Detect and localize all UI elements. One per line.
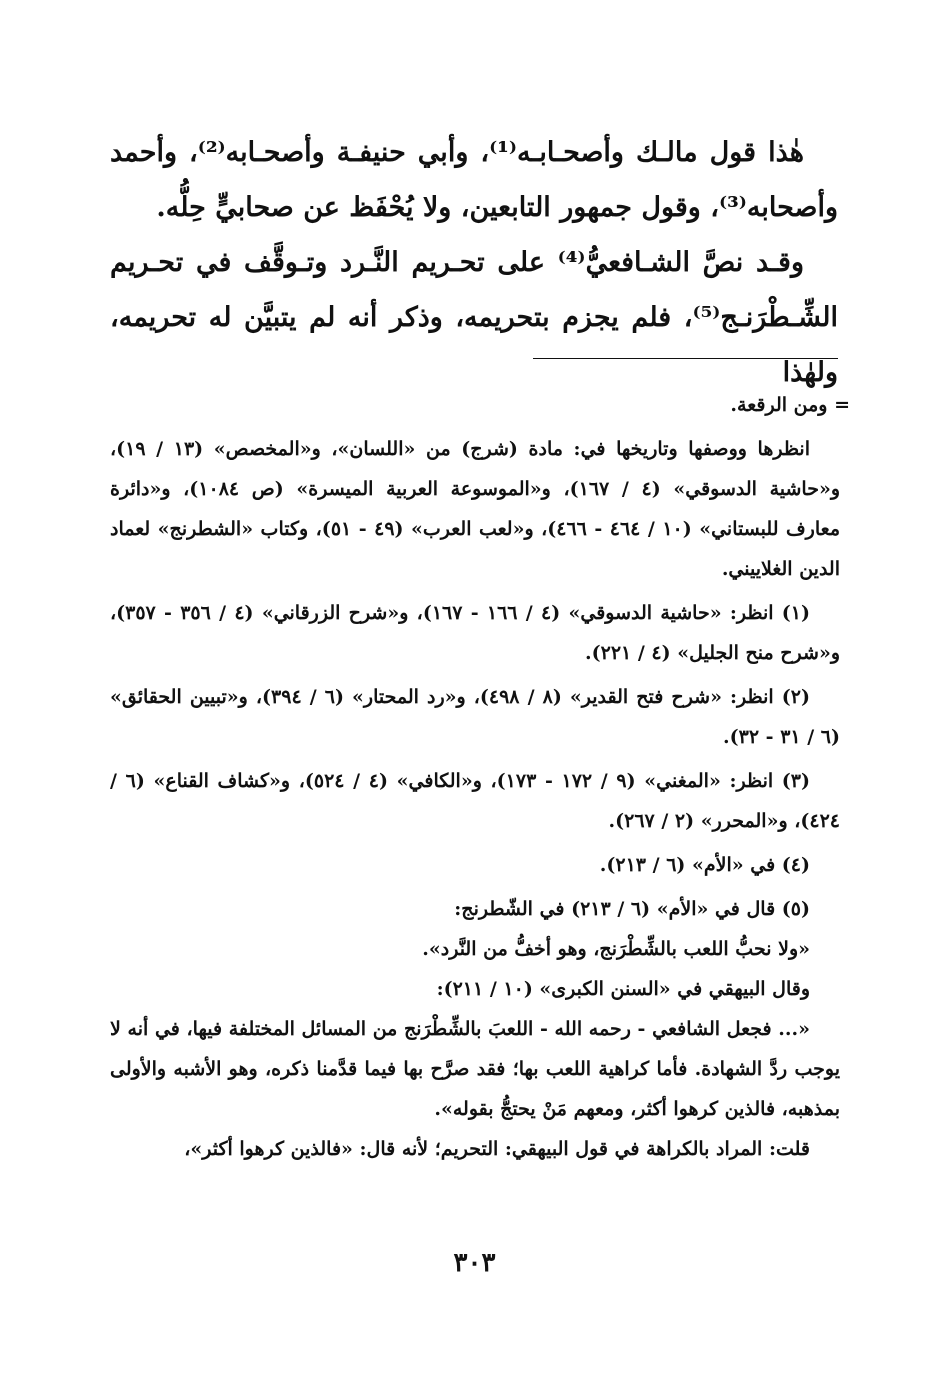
footnote-1: (١) انظر: «حاشية الدسوقي» (٤ / ١٦٦ - ١٦٧)، و«شرح الزرقاني» (٤ / ٣٥٦ - ٣٥٧)، و«شرح منح الجليل» (٤ / ٢٢١).: [110, 602, 840, 664]
footnote-5-line-2: «ولا نحبُّ اللعب بالشِّطْرَنج، وهو أخفُّ من النَّرد».: [422, 938, 810, 960]
footnote-4: (٤) في «الأم» (٦ / ٢١٣).: [599, 854, 810, 876]
main-paragraph-2: وقـد نصَّ الشـافعيُّ⁽⁴⁾ على تحـريم النَّـرد وتـوقَّف في تحـريم الشِّـطْرَنـج⁽⁵⁾، فلم يجزم بتحريمه، وذكر أنه لم يتبيَّن له تحريمه، ولهٰذا: [110, 247, 838, 388]
footnote-5-line-4: «... فجعل الشافعي - رحمه الله - اللعبَ بالشِّطْرَنج من المسائل المختلفة فيها، في أنه لا يوجب ردَّ الشهادة. فأما كراهية اللعب بها؛ فقد صرَّح بها فيما قدَّمنا ذكره، وهو الأشبه والأولى بمذهبه، فالذين كرهوا أكثر، ومعهم مَنْ يحتجُّ بقوله».: [110, 1018, 840, 1120]
footnote-2: (٢) انظر: «شرح فتح القدير» (٨ / ٤٩٨)، و«رد المحتار» (٦ / ٣٩٤)، و«تبيين الحقائق» (٦ / ٣١ - ٣٢).: [110, 686, 840, 748]
footnote-3: (٣) انظر: «المغني» (٩ / ١٧٢ - ١٧٣)، و«الكافي» (٤ / ٥٢٤)، و«كشاف القناع» (٦ / ٤٢٤)، و«المحرر» (٢ / ٢٦٧).: [110, 770, 840, 832]
footnote-5-line-1: (٥) قال في «الأم» (٦ / ٢١٣) في الشّطرنج:: [454, 898, 810, 920]
footnote-5-line-3: وقال البيهقي في «السنن الكبرى» (١٠ / ٢١١):: [436, 978, 810, 1000]
footnotes: [110, 385, 850, 1169]
footnote-5-line-5: قلت: المراد بالكراهة في قول البيهقي: التحريم؛ لأنه قال: «فالذين كرهوا أكثر»،: [184, 1138, 810, 1160]
footnote-continuation-1: = ومن الرقعة.: [730, 394, 850, 416]
page-number: ٣٠٣: [453, 1248, 496, 1278]
main-paragraph-1: هٰذا قول مالـك وأصحـابـه⁽¹⁾، وأبي حنيفـة وأصحـابه⁽²⁾، وأحمد وأصحابه⁽³⁾، وقول جمهور التابعين، ولا يُحْفَظ عن صحابيٍّ حِلُّه.: [110, 137, 838, 223]
footnote-continuation-2: انظرها ووصفها وتاريخها في: مادة (شرج) من «اللسان»، و«المخصص» (١٣ / ١٩)، و«حاشية الدسوقي» (٤ / ١٦٧)، و«الموسوعة العربية الميسرة» (ص ١٠٨٤)، و«دائرة معارف للبستاني» (١٠ / ٤٦٤ - ٤٦٦)، و«لعب العرب» (٤٩ - ٥١)، وكتاب «الشطرنج» لعماد الدين الغلاييني.: [110, 438, 841, 580]
footnote-divider: [533, 358, 838, 359]
